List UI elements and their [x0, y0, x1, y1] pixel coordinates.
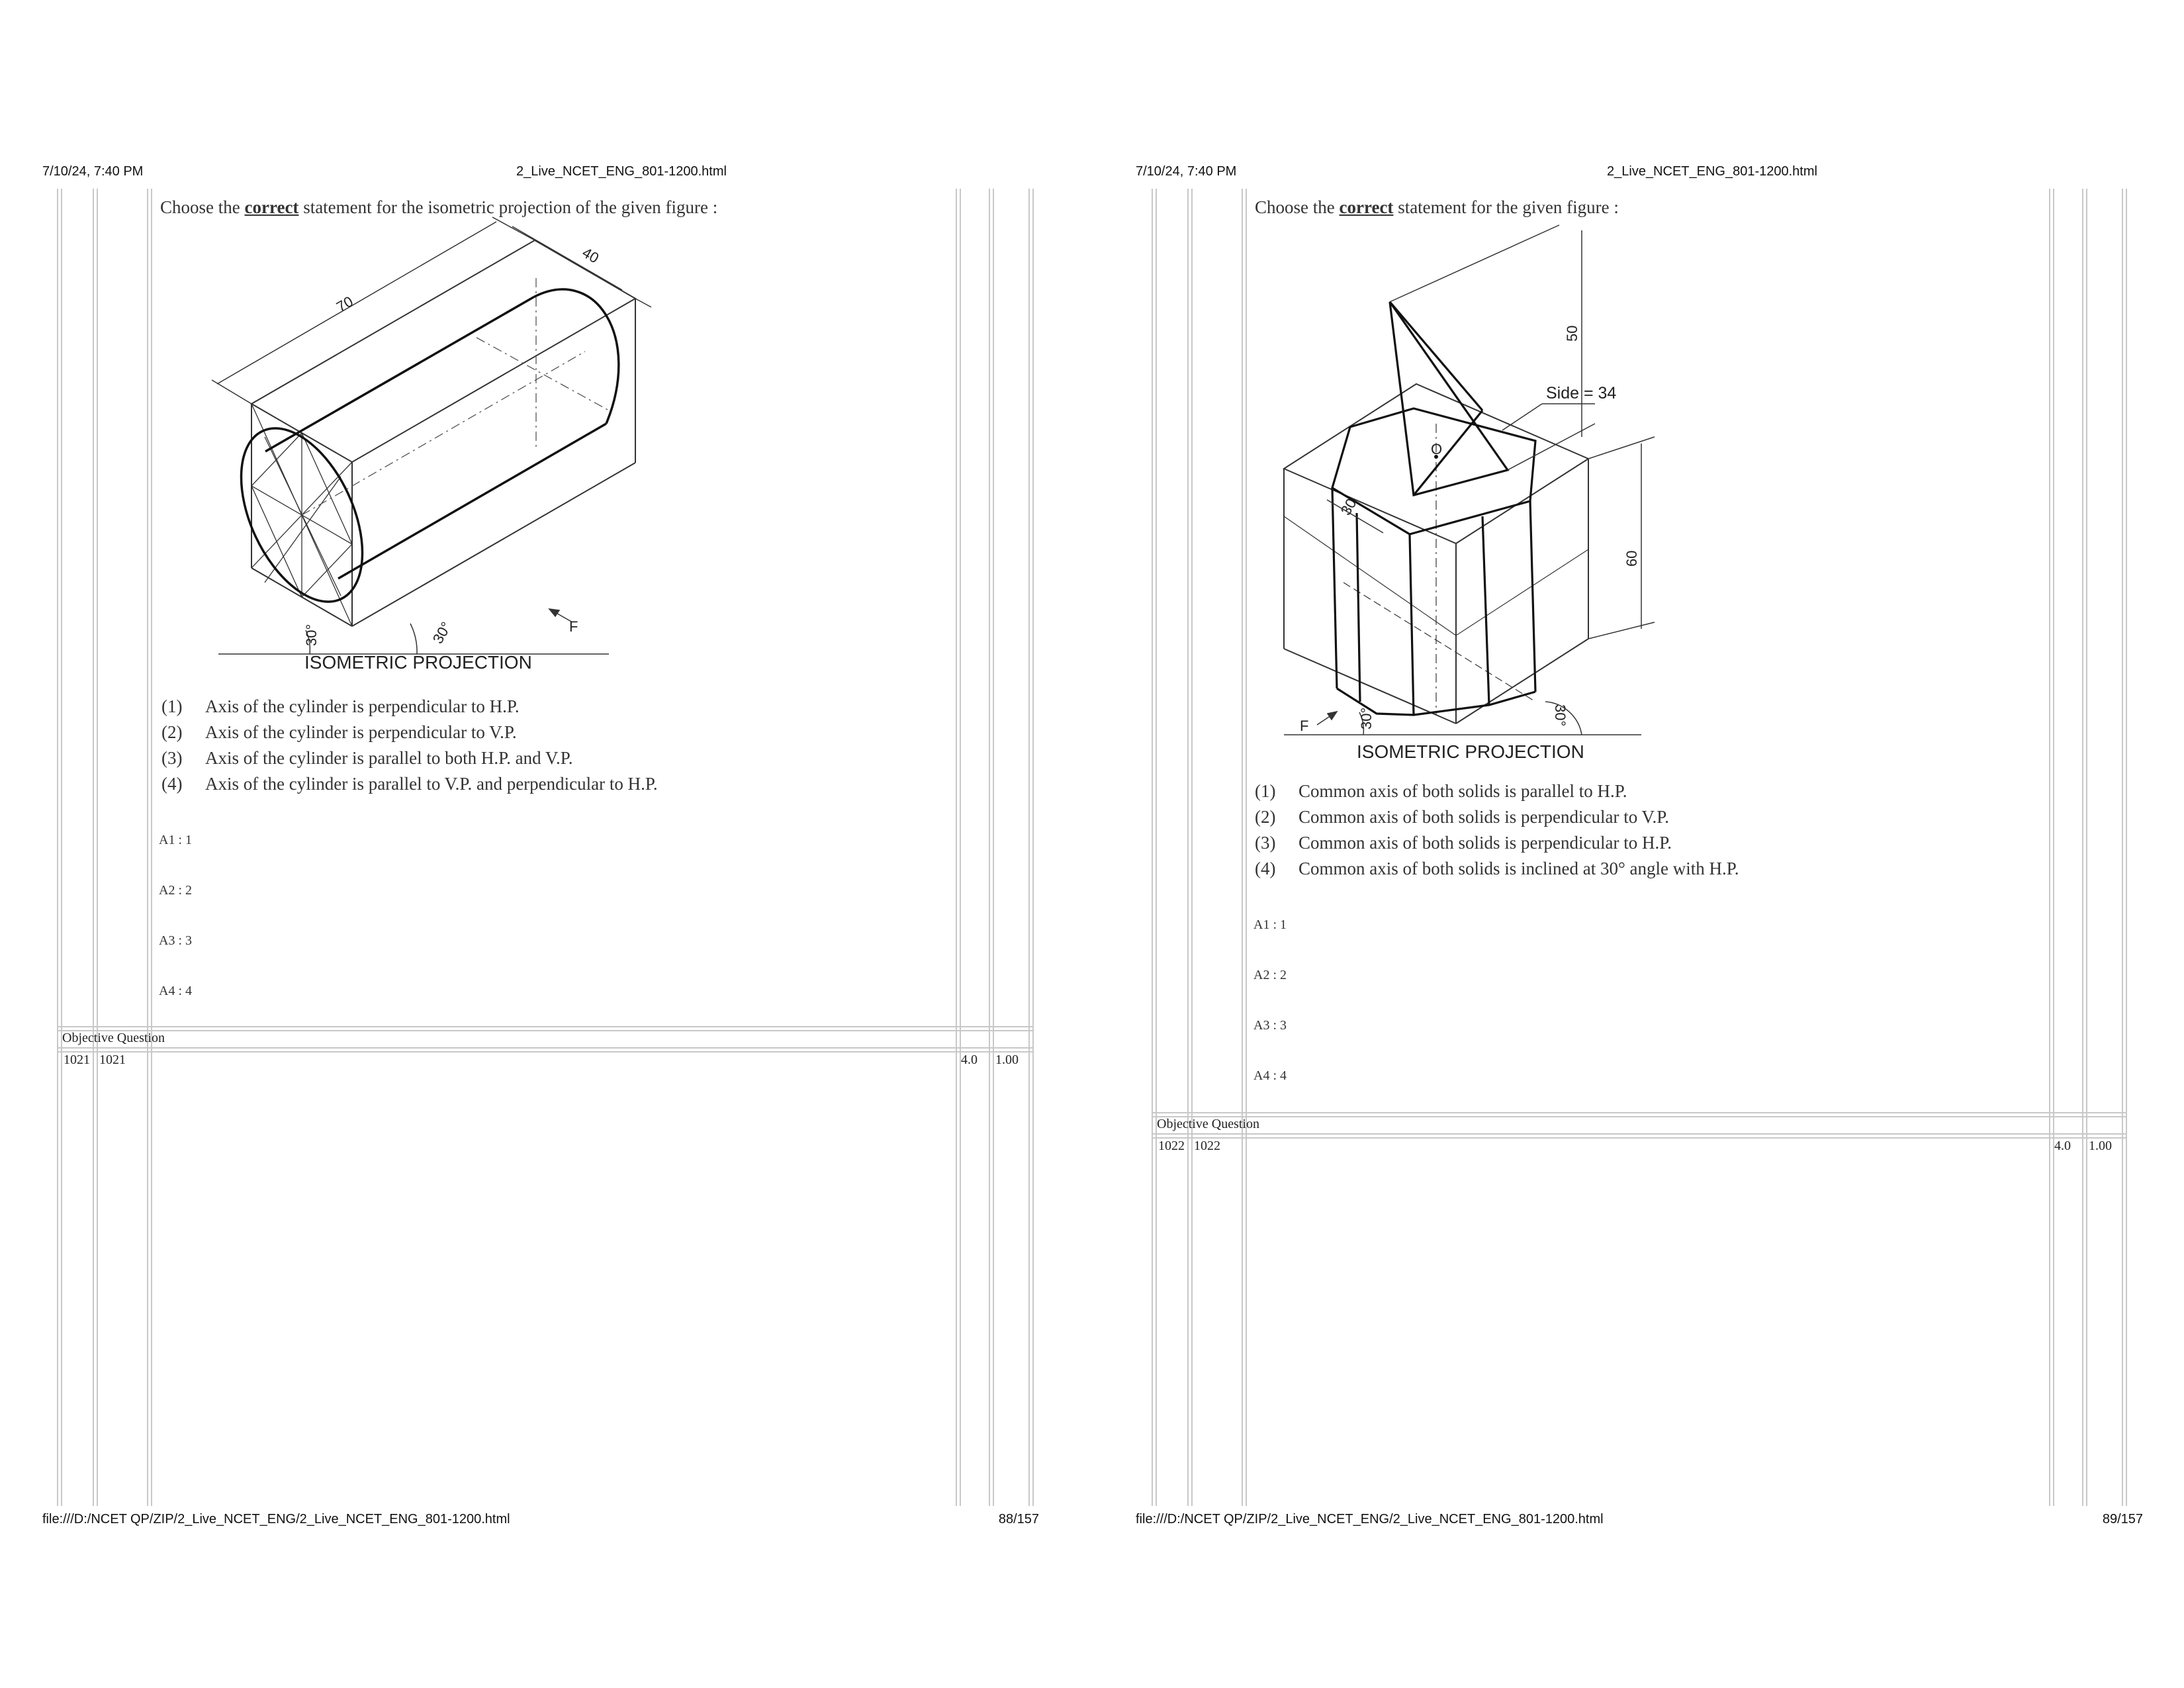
table-border-right-outer: [2126, 189, 2127, 1506]
answer-key-2: A2 : 2: [1253, 968, 1287, 982]
column-divider: [2082, 189, 2083, 1506]
option-2: [161, 720, 658, 745]
section-type-label: Objective Question: [1157, 1117, 1259, 1131]
angle-right-label: 30°: [429, 619, 455, 647]
side-length-label: Side = 34: [1546, 384, 1617, 402]
dimension-prism-height-label: 60: [1623, 550, 1640, 567]
table-border-right: [1028, 189, 1030, 1506]
option-text: Axis of the cylinder is parallel to both H.P. and V.P.: [205, 748, 573, 768]
question-prefix: Choose the: [1255, 197, 1335, 217]
option-text: Common axis of both solids is perpendicular to V.P.: [1298, 807, 1669, 827]
row-divider: [1152, 1133, 2127, 1135]
option-number: (1): [161, 696, 183, 716]
column-divider: [2053, 189, 2054, 1506]
page-number: 89/157: [2102, 1512, 2143, 1526]
file-path: file:///D:/NCET QP/ZIP/2_Live_NCET_ENG/2_Live_NCET_ENG_801-1200.html: [42, 1512, 510, 1526]
question-suffix: statement for the isometric projection of the given figure :: [303, 197, 718, 217]
column-divider: [2049, 189, 2050, 1506]
column-divider: [147, 189, 148, 1506]
print-document-title: 2_Live_NCET_ENG_801-1200.html: [1607, 164, 1817, 179]
angle-left-label: 30°: [303, 624, 320, 646]
page-number: 88/157: [998, 1512, 1039, 1526]
dimension-diameter-label: 40: [579, 244, 602, 267]
option-1: [1255, 778, 1739, 804]
viewing-direction-label: F: [1300, 718, 1309, 734]
answer-key-2: A2 : 2: [159, 883, 192, 898]
column-divider: [1246, 189, 1247, 1506]
option-1: [161, 694, 658, 720]
answer-key-3: A3 : 3: [159, 933, 192, 948]
option-number: (3): [161, 748, 183, 768]
row-divider: [57, 1047, 1034, 1049]
angle-right-label: 30°: [1552, 704, 1569, 727]
prism-pyramid-isometric-figure: [1284, 238, 1694, 768]
answer-key-list: [159, 833, 192, 1034]
center-point-label: O: [1431, 441, 1443, 457]
row-divider: [1152, 1137, 2127, 1139]
figure-title: ISOMETRIC PROJECTION: [304, 652, 532, 673]
answer-key-4: A4 : 4: [1253, 1068, 1287, 1083]
option-4: [1255, 856, 1739, 882]
option-number: (2): [161, 722, 183, 742]
print-document-title: 2_Live_NCET_ENG_801-1200.html: [516, 164, 727, 179]
question-emphasis: correct: [244, 197, 299, 217]
table-border-left: [57, 189, 58, 1506]
option-text: Common axis of both solids is parallel to H.P.: [1298, 781, 1627, 801]
question-suffix: statement for the given figure :: [1398, 197, 1619, 217]
print-date: 7/10/24, 7:40 PM: [1136, 164, 1237, 179]
option-2: [1255, 804, 1739, 830]
option-text: Common axis of both solids is perpendicular to H.P.: [1298, 833, 1672, 853]
table-border-left-inner: [61, 189, 62, 1506]
table-border-left-inner: [1156, 189, 1157, 1506]
column-divider: [1187, 189, 1189, 1506]
serial-number-cell: 1022: [1158, 1139, 1185, 1153]
answer-key-3: A3 : 3: [1253, 1018, 1287, 1033]
answer-key-list: [1253, 917, 1287, 1119]
dimension-pyramid-height-label: 50: [1564, 325, 1580, 342]
row-divider: [57, 1026, 1034, 1027]
dimension-30-label: 30: [1337, 495, 1360, 518]
option-text: Common axis of both solids is inclined at 30° angle with H.P.: [1298, 859, 1739, 878]
question-id-cell: 1021: [99, 1053, 126, 1067]
row-divider: [1152, 1116, 2127, 1117]
file-path: file:///D:/NCET QP/ZIP/2_Live_NCET_ENG/2_Live_NCET_ENG_801-1200.html: [1136, 1512, 1604, 1526]
column-divider: [989, 189, 990, 1506]
serial-number-cell: 1021: [64, 1053, 90, 1067]
negative-marks-cell: 1.00: [995, 1053, 1019, 1067]
option-number: (1): [1255, 781, 1276, 801]
option-3: [1255, 830, 1739, 856]
option-4: [161, 771, 658, 797]
question-emphasis: correct: [1339, 197, 1394, 217]
column-divider: [960, 189, 961, 1506]
column-divider: [97, 189, 98, 1506]
question-id-cell: 1022: [1194, 1139, 1220, 1153]
option-text: Axis of the cylinder is perpendicular to V.P.: [205, 722, 517, 742]
dimension-length-label: 70: [334, 293, 356, 316]
column-divider: [956, 189, 957, 1506]
option-3: [161, 745, 658, 771]
option-text: Axis of the cylinder is parallel to V.P. and perpendicular to H.P.: [205, 774, 658, 794]
marks-cell: 4.0: [2054, 1139, 2071, 1153]
row-divider: [1152, 1112, 2127, 1113]
option-number: (4): [1255, 859, 1276, 878]
option-number: (4): [161, 774, 183, 794]
table-border-right-outer: [1032, 189, 1034, 1506]
option-number: (2): [1255, 807, 1276, 827]
row-divider: [57, 1051, 1034, 1053]
answer-key-4: A4 : 4: [159, 984, 192, 998]
cylinder-isometric-figure: [199, 238, 675, 675]
figure-title: ISOMETRIC PROJECTION: [1357, 741, 1584, 762]
question-text: [160, 197, 717, 218]
option-text: Axis of the cylinder is perpendicular to H.P.: [205, 696, 520, 716]
options-list: [1255, 778, 1739, 882]
angle-left-label: 30°: [1358, 707, 1375, 729]
table-border-right: [2122, 189, 2123, 1506]
printed-page-right: [1092, 0, 2184, 1688]
question-text: [1255, 197, 1619, 218]
table-border-left: [1152, 189, 1153, 1506]
option-number: (3): [1255, 833, 1276, 853]
column-divider: [993, 189, 994, 1506]
print-date: 7/10/24, 7:40 PM: [42, 164, 144, 179]
question-prefix: Choose the: [160, 197, 240, 217]
negative-marks-cell: 1.00: [2089, 1139, 2112, 1153]
marks-cell: 4.0: [961, 1053, 978, 1067]
column-divider: [151, 189, 152, 1506]
options-list: [161, 694, 658, 797]
column-divider: [93, 189, 94, 1506]
viewing-direction-label: F: [569, 618, 578, 635]
column-divider: [2086, 189, 2087, 1506]
row-divider: [57, 1030, 1034, 1031]
column-divider: [1242, 189, 1243, 1506]
answer-key-1: A1 : 1: [159, 833, 192, 847]
answer-key-1: A1 : 1: [1253, 917, 1287, 932]
section-type-label: Objective Question: [62, 1031, 165, 1045]
column-divider: [1191, 189, 1193, 1506]
